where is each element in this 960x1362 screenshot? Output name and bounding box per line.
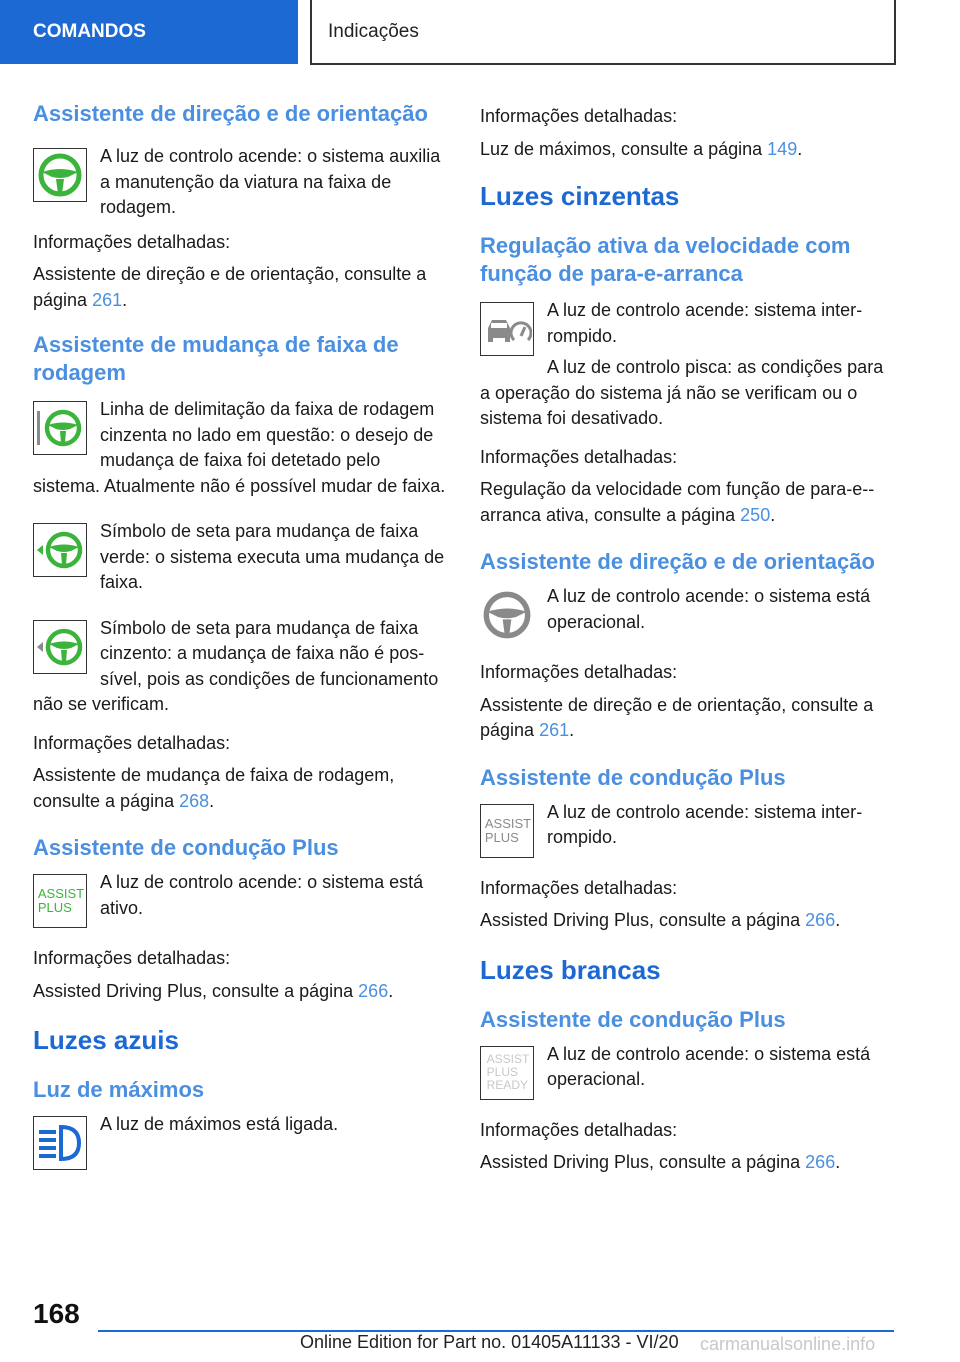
high-beam-entry — [33, 1112, 449, 1174]
acc-text-lit: A luz de controlo acende: sistema interrompido. — [547, 300, 863, 346]
plus-grey-entry — [480, 800, 896, 862]
info-label: Informações detalhadas: — [480, 446, 678, 467]
reference-text: Luz de máximos, consulte a página 149. — [480, 138, 803, 159]
heading-white-lights: Luzes brancas — [480, 954, 661, 985]
plus-green-text: A luz de controlo acende: o sistema está ativo. — [100, 872, 424, 918]
info-label: Informações detalhadas: — [33, 231, 231, 252]
steering-grey-entry — [480, 584, 896, 646]
info-label: Informações detalhadas: — [33, 732, 231, 753]
right-column — [480, 104, 896, 1176]
heading-high-beam: Luz de máximos — [33, 1077, 205, 1102]
heading-active-cruise: Regulação ativa da velocidade com função de para-e-arranca — [480, 233, 851, 286]
section-tab — [0, 0, 298, 64]
edition-text: Online Edition for Part no. 01405A11133 - VI/20 — [300, 1332, 679, 1352]
heading-lane-change: Assistente de mudança de faixa de rodagem — [33, 332, 399, 385]
page-link[interactable]: 266 — [358, 980, 389, 1001]
acc-entry — [480, 298, 896, 432]
heading-steering-assistant-grey: Assistente de direção e de orientação — [480, 549, 875, 574]
assist-plus-ready-icon: ASSIST PLUS READY — [480, 1046, 534, 1100]
assist-plus-grey-icon: ASSIST PLUS — [480, 804, 534, 858]
heading-driving-plus-grey: Assistente de condução Plus — [480, 764, 786, 790]
steering-green-entry — [33, 144, 449, 221]
page-link[interactable]: 266 — [805, 1152, 836, 1172]
page-header — [310, 0, 896, 65]
reference-text: Assisted Driving Plus, consulte a página 266. — [480, 1152, 841, 1172]
high-beam-icon — [33, 1116, 87, 1170]
acc-text-flash: A luz de controlo pisca: as condições para a operação do sistema já não se verificam ou o sistema foi desativado. — [480, 357, 884, 428]
assist-plus-green-icon: ASSIST PLUS — [33, 874, 87, 928]
info-label: Informações detalhadas: — [480, 877, 678, 898]
reference-text: Assisted Driving Plus, consulte a página 266. — [33, 980, 394, 1001]
lane-grey-arrow-text: Símbolo de seta para mudança de faixa cinzento: a mudança de faixa não é possível, pois as condições de funcionamento não se verificam. — [33, 617, 439, 714]
heading-grey-lights: Luzes cinzentas — [480, 181, 680, 211]
left-column — [33, 100, 449, 1174]
heading-blue-lights: Luzes azuis — [33, 1025, 179, 1055]
lane-arrow-grey-icon — [33, 620, 87, 674]
lane-grey-text: Linha de delimitação da faixa de rodagem cinzenta no lado em questão: o desejo de mudança de faixa foi detetado pelo sistema. Atualmente não é possível mudar de faixa. — [33, 399, 446, 496]
lane-boundary-icon — [33, 401, 87, 455]
reference-text: Assisted Driving Plus, consulte a página 266. — [480, 910, 841, 930]
page-link[interactable]: 250 — [740, 504, 771, 525]
reference-text: Assistente de mudança de faixa de rodagem, consulte a página 268. — [33, 765, 395, 811]
reference-text: Assistente de direção e de orientação, consulte a página 261. — [33, 264, 427, 310]
info-label: Informações detalhadas: — [480, 662, 678, 682]
plus-white-text: A luz de controlo acende: o sistema está operacional. — [547, 1043, 871, 1089]
reference-text: Regulação da velocidade com função de para-e--arranca ativa, consulte a página 250. — [480, 479, 875, 525]
lane-green-text: Símbolo de seta para mudança de faixa verde: o sistema executa uma mudança de faixa. — [100, 521, 445, 592]
page-link[interactable]: 149 — [767, 138, 798, 159]
lane-grey-arrow-entry — [33, 616, 449, 718]
info-label: Informações detalhadas: — [480, 106, 678, 126]
page-link[interactable]: 261 — [92, 289, 123, 310]
info-label: Informações detalhadas: — [33, 948, 231, 968]
heading-steering-assistant: Assistente de direção e de orientação — [33, 101, 428, 126]
steering-green-text: A luz de controlo acende: o sistema auxilia a manutenção da viatura na faixa de rodagem. — [100, 146, 441, 217]
plus-grey-text: A luz de controlo acende: sistema interrompido. — [547, 801, 863, 847]
page-link[interactable]: 268 — [179, 790, 210, 811]
page-link[interactable]: 266 — [805, 910, 836, 930]
chapter-title: Indicações — [328, 20, 419, 42]
lane-arrow-green-icon — [33, 523, 87, 577]
cruise-control-grey-icon — [480, 302, 534, 356]
steering-wheel-green-icon — [33, 148, 87, 202]
lane-grey-entry — [33, 397, 449, 499]
watermark: carmanualsonline.info — [700, 1334, 876, 1354]
page-link[interactable]: 261 — [539, 720, 570, 740]
steering-grey-text: A luz de controlo acende: o sistema está operacional. — [547, 586, 871, 632]
plus-white-entry — [480, 1042, 896, 1104]
steering-wheel-grey-icon — [480, 588, 534, 642]
heading-driving-plus: Assistente de condução Plus — [33, 835, 339, 860]
high-beam-text: A luz de máximos está ligada. — [100, 1114, 339, 1134]
info-label: Informações detalhadas: — [480, 1119, 678, 1140]
lane-green-entry — [33, 519, 449, 596]
heading-driving-plus-white: Assistente de condução Plus — [480, 1006, 786, 1032]
reference-text: Assistente de direção e de orientação, consulte a página 261. — [480, 694, 874, 740]
page-number: 168 — [33, 1298, 80, 1329]
section-label: COMANDOS — [33, 21, 146, 42]
plus-green-entry — [33, 870, 449, 932]
